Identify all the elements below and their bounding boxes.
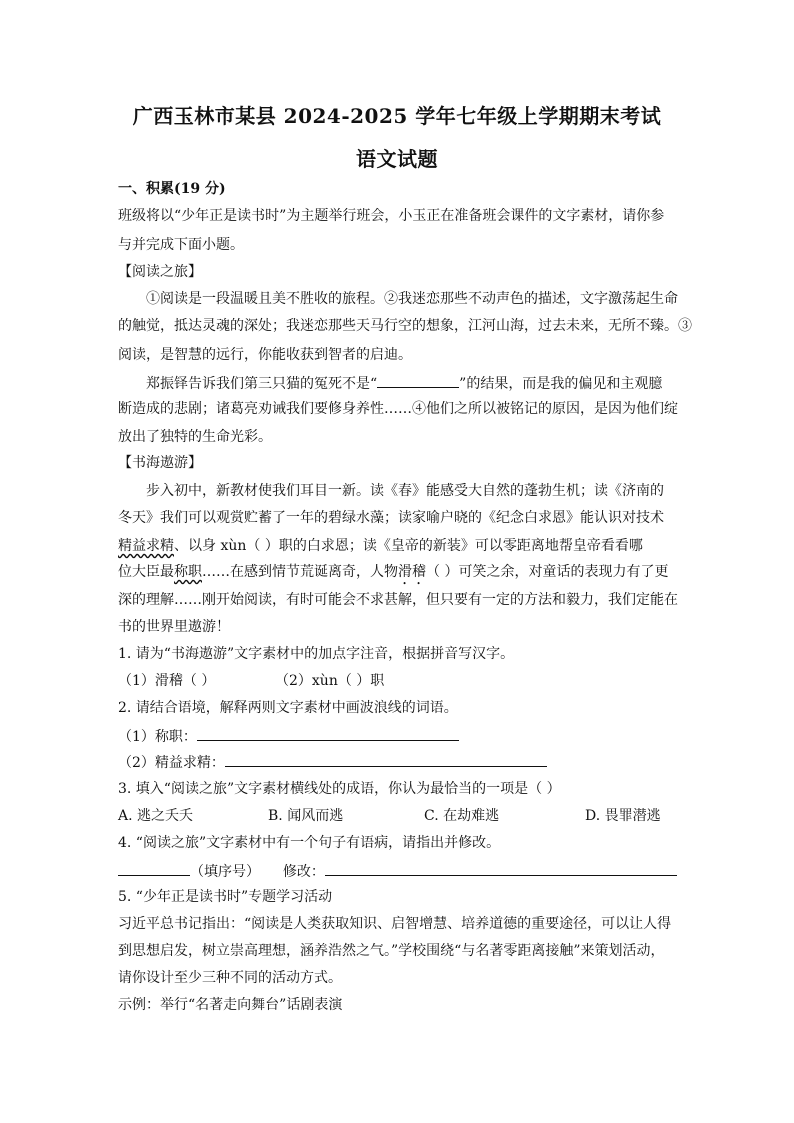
answer-blank[interactable] [325,861,677,876]
question-1-part-b[interactable]: （2）xùn（ ）职 [275,673,385,689]
paragraph-line: 步入初中，新教材使我们耳目一新。读《春》能感受大自然的蓬勃生机；读《济南的 [146,483,664,499]
question-2: 2. 请结合语境，解释两则文字素材中画波浪线的词语。 [118,700,458,716]
intro-line: 班级将以“少年正是读书时”为主题举行班会，小玉正在准备班会课件的文字素材，请你参 [118,208,665,224]
text-segment: ……在感到情节荒诞离奇，人物 [202,564,398,580]
option-a[interactable]: A. 逃之夭夭 [118,808,194,824]
question-4-answer [118,861,677,881]
question-5: 5. “少年正是读书时”专题学习活动 [118,889,333,905]
text-segment: （2）精益求精： [118,755,225,771]
dotted-word: 滑稽 [398,564,426,580]
question-1: 1. 请为“书海遨游”文字素材中的加点字注音，根据拼音写汉字。 [118,646,515,662]
paragraph-line: 断造成的悲剧；诸葛亮劝诫我们要修身养性……④他们之所以被铭记的原因，是因为他们绽 [118,401,678,417]
question-5-line: 到思想启发，树立崇高理想，涵养浩然之气。”学校围绕“与名著零距离接触”来策划活动， [118,943,665,959]
reading-journey-title: 【阅读之旅】 [118,264,202,280]
question-3: 3. 填入“阅读之旅”文字素材横线处的成语，你认为最恰当的一项是（ ） [118,781,561,797]
question-5-example: 示例：举行“名著走向舞台”话剧表演 [118,997,343,1013]
paragraph-line: 书的世界里遨游！ [118,619,230,635]
exam-subtitle: 语文试题 [356,147,438,171]
text-segment: （ ）可笑之余，对童话的表现力有了更 [426,564,669,580]
paragraph-line: 阅读，是智慧的远行，你能收获到智者的启迪。 [118,347,412,363]
section-heading: 一、积累(19 分) [118,181,226,197]
question-2-part-a [118,726,459,746]
question-5-line: 请你设计至少三种不同的活动方式。 [118,970,342,986]
text-segment: （填序号） [190,864,260,880]
answer-blank[interactable] [225,752,547,767]
text-segment: （1）称职： [118,729,197,745]
paragraph-line [118,563,668,588]
paragraph-line: ①阅读是一段温暖且美不胜收的旅程。②我迷恋那些不动声色的描述，文字激荡起生命 [146,291,678,307]
paragraph-line: 的触觉，抵达灵魂的深处；我迷恋那些天马行空的想象，江河山海，过去未来，无所不臻。③ [118,318,692,334]
option-d[interactable]: D. 畏罪潜逃 [585,808,661,824]
text-segment: 、以身 xùn（ ）职的白求恩；读《皇帝的新装》可以零距离地帮皇帝看看哪 [174,538,643,554]
text-segment: 郑振铎告诉我们第三只猫的冤死不是“ [146,376,378,392]
option-c[interactable]: C. 在劫难逃 [424,808,500,824]
answer-blank[interactable] [197,726,459,741]
exam-title: 广西玉林市某县 2024-2025 学年七年级上学期期末考试 [132,104,662,128]
paragraph-line: 深的理解……刚开始阅读，有时可能会不求甚解，但只要有一定的方法和毅力，我们定能在 [118,592,678,608]
paragraph-line: 放出了独特的生命光彩。 [118,429,272,445]
text-segment: 修改： [282,864,325,880]
paragraph-line [118,537,643,555]
paragraph-line: 冬天》我们可以观赏贮蓄了一年的碧绿水藻；读家喻户晓的《纪念白求恩》能认识对技术 [118,510,664,526]
question-4: 4. “阅读之旅”文字素材中有一个句子有语病，请指出并修改。 [118,835,501,851]
question-2-part-b [118,752,547,772]
question-5-line: 习近平总书记指出：“阅读是人类获取知识、启智增慧、培养道德的重要途径，可以让人得 [118,916,672,932]
paragraph-line [146,373,662,393]
idiom-blank[interactable] [377,373,459,388]
text-segment: 位大臣最 [118,564,174,580]
intro-line: 与并完成下面小题。 [118,237,244,253]
question-1-part-a[interactable]: （1）滑稽（ ） [118,673,216,689]
text-segment: ”的结果，而是我的偏见和主观臆 [459,376,663,392]
answer-blank[interactable] [118,861,190,876]
book-sea-title: 【书海遨游】 [118,455,202,471]
wavy-word: 称职 [174,564,202,580]
option-b[interactable]: B. 闻风而逃 [268,808,344,824]
wavy-word: 精益求精 [118,538,174,554]
